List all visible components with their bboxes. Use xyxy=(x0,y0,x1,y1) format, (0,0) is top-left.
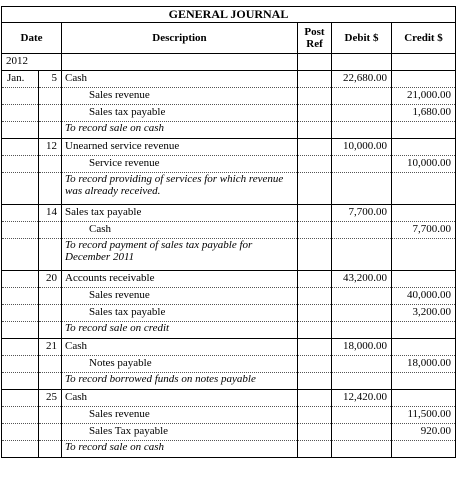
post-ref-cell xyxy=(298,407,332,424)
credit-amount: 11,500.00 xyxy=(392,407,456,424)
post-ref-cell xyxy=(298,356,332,373)
account-name: Accounts receivable xyxy=(62,271,298,288)
account-name: Cash xyxy=(62,390,298,407)
debit-amount xyxy=(332,305,392,322)
memo-row xyxy=(2,373,456,390)
entry-memo: To record sale on credit xyxy=(62,322,298,339)
credit-amount xyxy=(392,139,456,156)
credit-amount xyxy=(392,205,456,222)
credit-amount xyxy=(392,71,456,88)
entry-month xyxy=(2,390,39,407)
debit-amount xyxy=(332,288,392,305)
post-ref-cell xyxy=(298,288,332,305)
memo-row xyxy=(2,322,456,339)
entry-month xyxy=(2,271,39,288)
post-ref-cell xyxy=(298,222,332,239)
post-ref-cell xyxy=(298,271,332,288)
journal-line xyxy=(2,339,456,356)
debit-amount: 22,680.00 xyxy=(332,71,392,88)
entry-day: 21 xyxy=(39,339,62,356)
post-ref-cell xyxy=(298,71,332,88)
memo-row xyxy=(2,173,456,205)
entry-day: 12 xyxy=(39,139,62,156)
post-ref-cell xyxy=(298,424,332,441)
credit-amount xyxy=(392,271,456,288)
debit-amount: 18,000.00 xyxy=(332,339,392,356)
journal-line xyxy=(2,305,456,322)
debit-amount xyxy=(332,88,392,105)
post-ref-cell xyxy=(298,305,332,322)
account-name: Cash xyxy=(62,222,298,239)
entry-day: 14 xyxy=(39,205,62,222)
account-name: Cash xyxy=(62,339,298,356)
debit-header: Debit $ xyxy=(332,23,392,54)
journal-line xyxy=(2,222,456,239)
post-ref-cell xyxy=(298,205,332,222)
journal-line xyxy=(2,205,456,222)
entry-day: 5 xyxy=(39,71,62,88)
journal-line xyxy=(2,356,456,373)
credit-amount xyxy=(392,390,456,407)
account-name: Sales tax payable xyxy=(62,205,298,222)
post-ref-header: Post Ref xyxy=(298,23,332,54)
year-cell: 2012 xyxy=(2,54,62,71)
debit-amount xyxy=(332,222,392,239)
entry-memo: To record sale on cash xyxy=(62,122,298,139)
credit-amount: 21,000.00 xyxy=(392,88,456,105)
journal-line xyxy=(2,424,456,441)
entry-day: 25 xyxy=(39,390,62,407)
entry-month xyxy=(2,339,39,356)
journal-line xyxy=(2,271,456,288)
memo-row xyxy=(2,239,456,271)
debit-amount: 12,420.00 xyxy=(332,390,392,407)
credit-amount: 3,200.00 xyxy=(392,305,456,322)
journal-line xyxy=(2,390,456,407)
entry-memo: To record borrowed funds on notes payable xyxy=(62,373,298,390)
account-name: Sales revenue xyxy=(62,88,298,105)
debit-amount: 10,000.00 xyxy=(332,139,392,156)
journal-table xyxy=(1,6,456,458)
date-header: Date xyxy=(2,23,62,54)
account-name: Sales revenue xyxy=(62,288,298,305)
post-ref-cell xyxy=(298,156,332,173)
journal-line xyxy=(2,407,456,424)
memo-row xyxy=(2,122,456,139)
credit-amount: 10,000.00 xyxy=(392,156,456,173)
post-ref-cell xyxy=(298,339,332,356)
account-name: Sales revenue xyxy=(62,407,298,424)
header-row xyxy=(2,23,456,54)
entry-memo: To record providing of services for which revenue was already received. xyxy=(62,173,298,205)
memo-row xyxy=(2,441,456,458)
credit-amount: 920.00 xyxy=(392,424,456,441)
debit-amount: 7,700.00 xyxy=(332,205,392,222)
debit-amount: 43,200.00 xyxy=(332,271,392,288)
account-name: Unearned service revenue xyxy=(62,139,298,156)
debit-amount xyxy=(332,407,392,424)
post-ref-cell xyxy=(298,88,332,105)
general-journal xyxy=(1,6,455,458)
account-name: Sales tax payable xyxy=(62,105,298,122)
post-ref-cell xyxy=(298,105,332,122)
year-row xyxy=(2,54,456,71)
credit-amount: 40,000.00 xyxy=(392,288,456,305)
account-name: Service revenue xyxy=(62,156,298,173)
entry-month xyxy=(2,205,39,222)
journal-title: GENERAL JOURNAL xyxy=(2,7,456,23)
post-ref-cell xyxy=(298,390,332,407)
journal-title-row xyxy=(2,7,456,23)
credit-header: Credit $ xyxy=(392,23,456,54)
post-ref-cell xyxy=(298,139,332,156)
account-name: Sales tax payable xyxy=(62,305,298,322)
account-name: Notes payable xyxy=(62,356,298,373)
credit-amount: 7,700.00 xyxy=(392,222,456,239)
entry-month xyxy=(2,139,39,156)
account-name: Cash xyxy=(62,71,298,88)
credit-amount: 18,000.00 xyxy=(392,356,456,373)
entry-memo: To record payment of sales tax payable for December 2011 xyxy=(62,239,298,271)
journal-line xyxy=(2,139,456,156)
credit-amount: 1,680.00 xyxy=(392,105,456,122)
debit-amount xyxy=(332,156,392,173)
credit-amount xyxy=(392,339,456,356)
entry-memo: To record sale on cash xyxy=(62,441,298,458)
journal-line xyxy=(2,71,456,88)
debit-amount xyxy=(332,356,392,373)
journal-line xyxy=(2,105,456,122)
journal-line xyxy=(2,88,456,105)
description-header: Description xyxy=(62,23,298,54)
journal-body xyxy=(2,54,456,458)
entry-day: 20 xyxy=(39,271,62,288)
journal-line xyxy=(2,156,456,173)
debit-amount xyxy=(332,105,392,122)
account-name: Sales Tax payable xyxy=(62,424,298,441)
journal-line xyxy=(2,288,456,305)
debit-amount xyxy=(332,424,392,441)
entry-month: Jan. xyxy=(2,71,39,88)
